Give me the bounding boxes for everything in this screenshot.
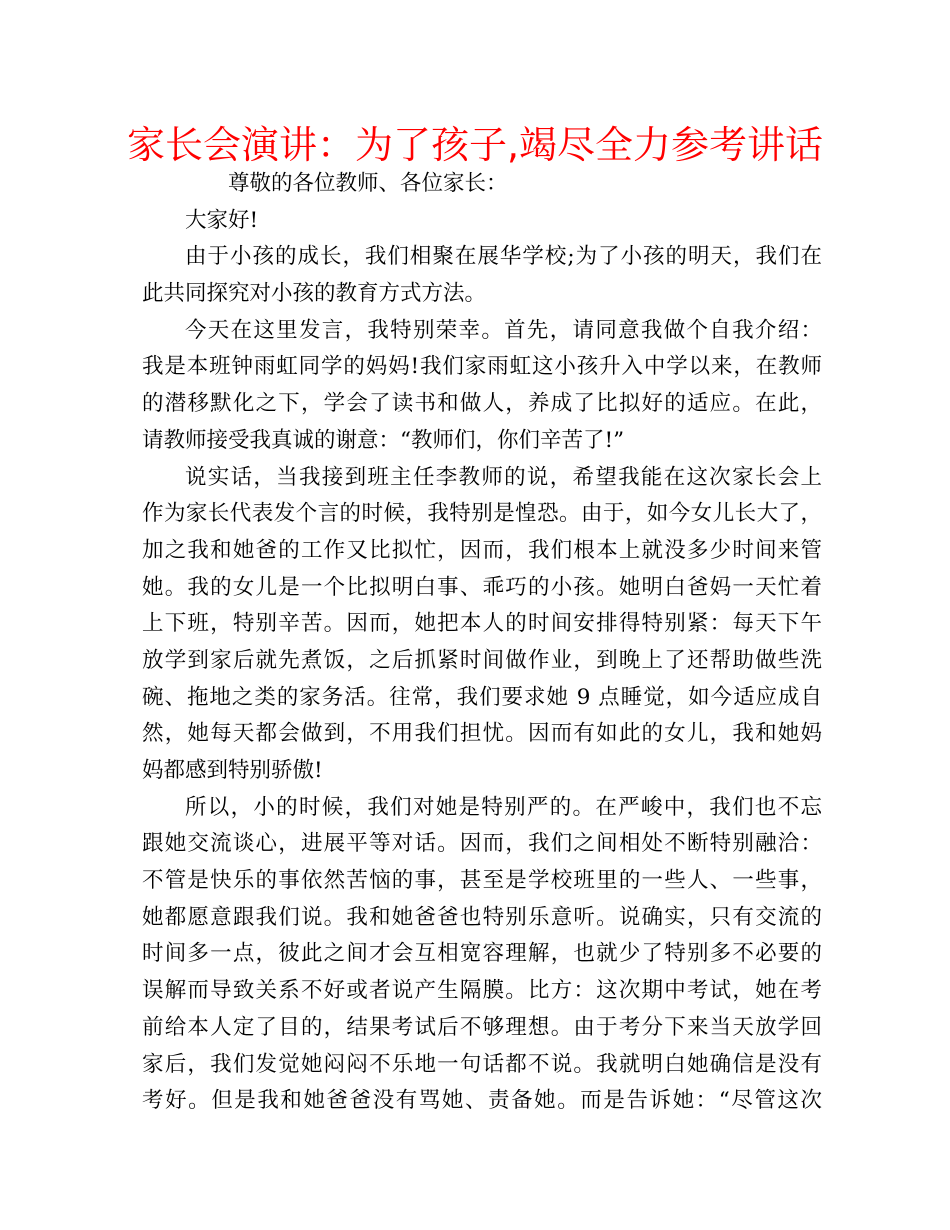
paragraph-line: 前给本人定了目的，结果考试后不够理想。由于考分下来当天放学回: [142, 1014, 822, 1040]
paragraph-line: 她。我的女儿是一个比拟明白事、乖巧的小孩。她明白爸妈一天忙着: [142, 574, 822, 600]
paragraph-line: 放学到家后就先煮饭，之后抓紧时间做作业，到晚上了还帮助做些洗: [142, 647, 822, 673]
paragraph-line: 她都愿意跟我们说。我和她爸爸也特别乐意听。说确实，只有交流的: [142, 904, 822, 930]
paragraph-line: 此共同探究对小孩的教育方式方法。: [142, 281, 487, 307]
paragraph-line: 说实话，当我接到班主任李教师的说，希望我能在这次家长会上: [185, 464, 822, 490]
paragraph-line: 的潜移默化之下，学会了读书和做人，养成了比拟好的适应。在此，: [142, 391, 822, 417]
paragraph-line: 加之我和她爸的工作又比拟忙，因而，我们根本上就没多少时间来管: [142, 537, 822, 563]
greeting-line: 大家好!: [185, 207, 259, 233]
paragraph-line: 由于小孩的成长，我们相聚在展华学校;为了小孩的明天，我们在: [185, 244, 822, 270]
paragraph-line: 上下班，特别辛苦。因而，她把本人的时间安排得特别紧：每天下午: [142, 611, 822, 637]
paragraph-line: 所以，小的时候，我们对她是特别严的。在严峻中，我们也不忘: [185, 794, 822, 820]
paragraph-line: 我是本班钟雨虹同学的妈妈!我们家雨虹这小孩升入中学以来，在教师: [142, 354, 822, 380]
paragraph-line: 时间多一点，彼此之间才会互相宽容理解，也就少了特别多不必要的: [142, 941, 822, 967]
paragraph-line: 碗、拖地之类的家务活。往常，我们要求她 9 点睡觉，如今适应成自: [142, 684, 822, 710]
paragraph-line: 跟她交流谈心，进展平等对话。因而，我们之间相处不断特别融洽：: [142, 831, 822, 857]
paragraph-line: 不管是快乐的事依然苦恼的事，甚至是学校班里的一些人、一些事，: [142, 868, 822, 894]
paragraph-line: 请教师接受我真诚的谢意：“教师们，你们辛苦了!”: [142, 427, 625, 453]
paragraph-line: 误解而导致关系不好或者说产生隔膜。比方：这次期中考试，她在考: [142, 978, 822, 1004]
salutation-line: 尊敬的各位教师、各位家长：: [228, 171, 508, 196]
paragraph-line: 考好。但是我和她爸爸没有骂她、责备她。而是告诉她：“尽管这次: [142, 1088, 822, 1114]
document-title: 家长会演讲：为了孩子,竭尽全力参考讲话: [126, 123, 824, 167]
paragraph-line: 妈都感到特别骄傲!: [142, 758, 323, 783]
paragraph-line: 家后，我们发觉她闷闷不乐地一句话都不说。我就明白她确信是没有: [142, 1051, 822, 1077]
paragraph-line: 作为家长代表发个言的时候，我特别是惶恐。由于，如今女儿长大了，: [142, 501, 822, 527]
document-body: [142, 166, 822, 1120]
paragraph-line: 然，她每天都会做到，不用我们担忧。因而有如此的女儿，我和她妈: [142, 721, 822, 747]
paragraph-line: 今天在这里发言，我特别荣幸。首先，请同意我做个自我介绍：: [185, 317, 822, 343]
